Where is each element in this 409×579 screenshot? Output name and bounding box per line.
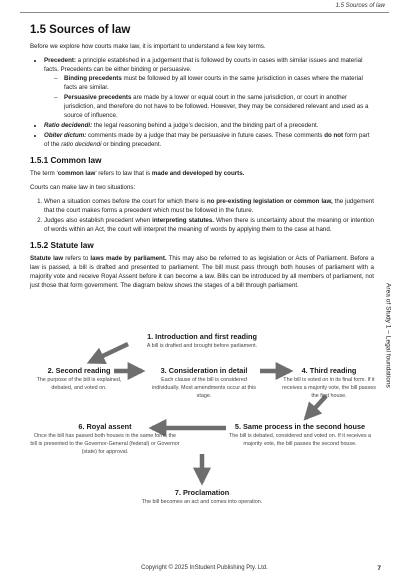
- statute-law-paragraph: Statute law refers to laws made by parliament. This may also be referred to as legislation or Acts of Parliament. Before a law is passed, a bill is drafted and presented to parliament. The bill must pass through both houses of parliament with a majority vote and receive Royal Assent before it can become a law. Bills can be introduced by all members of parliament, not just those that form government. The diagram below shows the stages of a bill through parliament.: [30, 254, 375, 289]
- stage-4-third-reading: [280, 366, 378, 400]
- definition-text: the legal reasoning behind a judge’s decision, and the binding part of a precedent.: [92, 121, 319, 129]
- stage-1-introduction: [132, 332, 272, 351]
- header-divider: [20, 12, 389, 13]
- stage-title: 4. Third reading: [301, 366, 357, 375]
- term-precedent: Precedent:: [44, 56, 76, 64]
- stage-title: 6. Royal assent: [78, 422, 132, 431]
- stage-description: The bill is debated, considered and voted on. If it receives a majority vote, the bill passes the second house.: [228, 433, 372, 447]
- bill-stages-diagram: [30, 270, 374, 530]
- definition-text: a principle established in a judgement that is followed by courts in cases with similar issues and material facts. Precedents can be either binding or persuasive.: [44, 56, 363, 73]
- stage-7-proclamation: [112, 488, 292, 507]
- running-header: 1.5 Sources of law: [335, 3, 385, 9]
- emphasis-text: ratio decidendi: [61, 140, 102, 148]
- arrow-1-to-2: [90, 344, 128, 362]
- term-obiter: Obiter dictum:: [44, 131, 87, 139]
- stage-description: Once the bill has passed both houses in the same form, the bill is presented to the Governor-General (federal) or Governor (state) for approval.: [30, 433, 180, 455]
- subsection-title-common-law: 1.5.1 Common law: [30, 155, 102, 165]
- stage-description: The bill is voted on in its final form. If it receives a majority vote, the bill passes the first house.: [282, 377, 376, 399]
- situations-intro: Courts can make law in two situations:: [30, 183, 136, 191]
- list-item: [44, 57, 374, 121]
- definition-text: or binding precedent.: [101, 140, 162, 148]
- definition-text: form part of the: [44, 131, 370, 148]
- page-number: 7: [377, 565, 381, 572]
- stage-5-second-house: [226, 422, 374, 449]
- list-item: 1. When a situation comes before the court for which there is no pre-existing legislation or common law, the judgement that the court makes forms a precedent which must be followed in the future.: [44, 198, 374, 216]
- definition-text: are made by a lower or equal court in the same jurisdiction, or court in another jurisdiction, and therefore do not have to be followed. However, they may be considered relevant and used as a source of influence.: [64, 93, 369, 119]
- term-binding: Binding precedents: [64, 74, 122, 82]
- footer-copyright: Copyright © 2025 InStudent Publishing Pty. Ltd.: [141, 565, 268, 571]
- situations-list: [30, 198, 374, 235]
- term-persuasive: Persuasive precedents: [64, 93, 132, 101]
- emphasis-text: do not: [324, 131, 344, 139]
- stage-description: The purpose of the bill is explained, debated, and voted on.: [36, 377, 122, 391]
- stage-3-consideration: [148, 366, 260, 400]
- stage-title: 7. Proclamation: [174, 488, 230, 497]
- subsection-title-statute-law: 1.5.2 Statute law: [30, 240, 94, 250]
- stage-2-second-reading: [28, 366, 130, 393]
- stage-6-royal-assent: [30, 422, 180, 456]
- section-title: 1.5 Sources of law: [30, 24, 131, 36]
- definition-text: comments made by a judge that may be persuasive in future cases. These comments: [86, 131, 325, 139]
- list-item: 2. Judges also establish precedent when interpreting statutes. When there is uncertainty about the meaning or intention of words within an Act, the court will interpret the meaning of words by applying them to the case at hand.: [44, 217, 374, 235]
- stage-description: A bill is drafted and brought before parliament.: [146, 343, 258, 349]
- term-ratio: Ratio decidendi:: [44, 121, 93, 129]
- precedent-types-list: [44, 75, 374, 121]
- stage-description: The bill becomes an act and comes into operation.: [141, 499, 263, 505]
- list-item: [54, 94, 374, 121]
- stage-title: 1. Introduction and first reading: [147, 332, 257, 341]
- common-law-intro: The term ‘common law’ refers to law that is made and developed by courts.: [30, 169, 245, 177]
- stage-title: 5. Same process in the second house: [234, 422, 366, 431]
- definition-text: must be followed by all lower courts in the same jurisdiction in cases where the material facts are similar.: [64, 74, 363, 91]
- stage-title: 2. Second reading: [47, 366, 111, 375]
- side-tab: [381, 260, 395, 410]
- stage-title: 3. Consideration in detail: [160, 366, 248, 375]
- list-item: [44, 122, 374, 131]
- section-intro: Before we explore how courts make law, it is important to understand a few key terms.: [30, 43, 266, 50]
- stage-description: Each clause of the bill is considered individually. Most amendments occur at this stage.: [152, 377, 256, 399]
- list-item: [54, 75, 374, 93]
- side-tab-label: Area of Study 1 – Legal foundations: [384, 282, 392, 388]
- list-item: [44, 132, 374, 150]
- key-terms-list: [30, 57, 374, 150]
- main-content: [30, 24, 374, 296]
